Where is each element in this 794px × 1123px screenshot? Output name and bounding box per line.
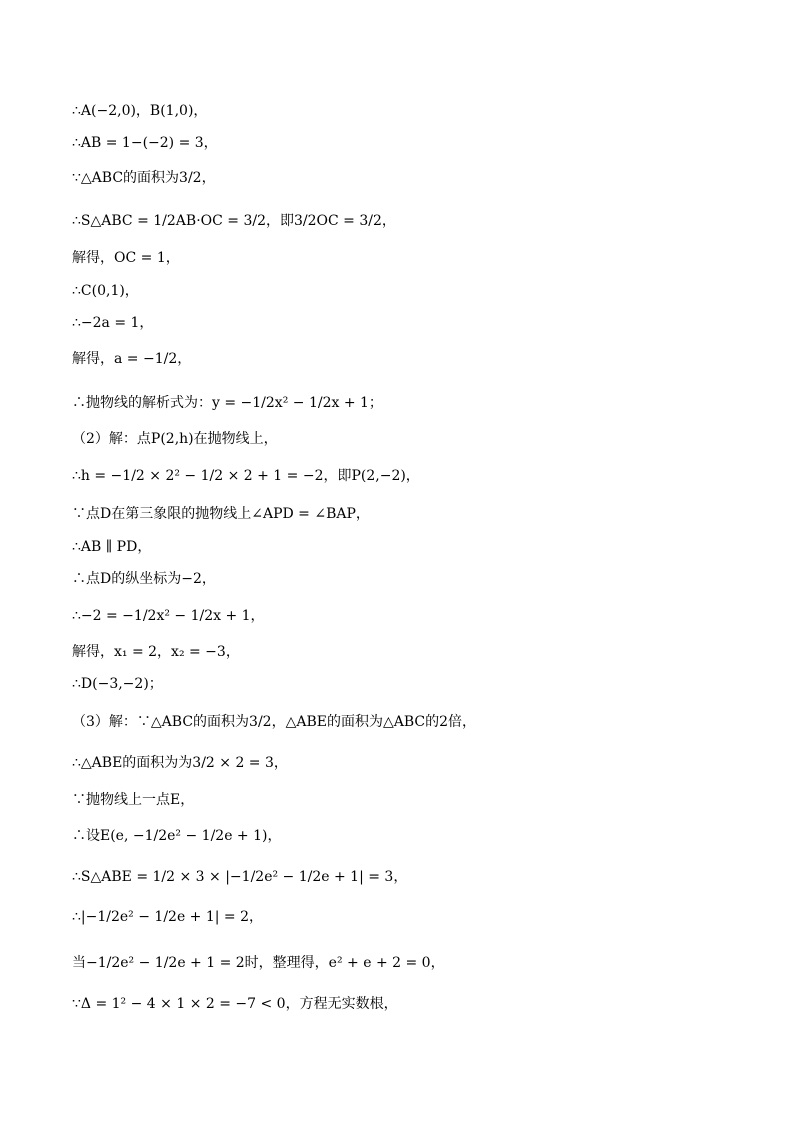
line-17: ∴D(−3,−2)； xyxy=(72,676,163,692)
line-9: ∴抛物线的解析式为：y = −1/2x² − 1/2x + 1； xyxy=(72,395,383,411)
line-10: （2）解：点P(2,h)在抛物线上， xyxy=(72,431,278,447)
line-1: ∴A(−2,0)，B(1,0)， xyxy=(72,103,208,119)
line-24: 当−1/2e² − 1/2e + 1 = 2时，整理得，e² + e + 2 = 0， xyxy=(72,955,445,971)
line-13: ∴AB ∥ PD， xyxy=(72,539,152,555)
line-20: ∵抛物线上一点E， xyxy=(72,792,195,808)
line-7: ∴−2a = 1， xyxy=(72,315,154,331)
line-19: ∴△ABE的面积为为3/2 × 2 = 3， xyxy=(72,755,288,771)
line-2: ∴AB = 1−(−2) = 3， xyxy=(72,135,218,151)
line-25: ∵Δ = 1² − 4 × 1 × 2 = −7 < 0，方程无实数根， xyxy=(72,996,398,1012)
line-18: （3）解：∵△ABC的面积为3/2，△ABE的面积为△ABC的2倍， xyxy=(72,714,477,730)
line-8: 解得，a = −1/2， xyxy=(72,351,192,367)
line-14: ∴点D的纵坐标为−2， xyxy=(72,571,216,587)
line-3: ∵△ABC的面积为3/2， xyxy=(72,170,216,186)
line-15: ∴−2 = −1/2x² − 1/2x + 1， xyxy=(72,608,265,624)
line-21: ∴设E(e, −1/2e² − 1/2e + 1)， xyxy=(72,828,282,844)
line-23: ∴|−1/2e² − 1/2e + 1| = 2， xyxy=(72,909,264,925)
line-11: ∴h = −1/2 × 2² − 1/2 × 2 + 1 = −2，即P(2,−2)， xyxy=(72,468,420,484)
line-12: ∵点D在第三象限的抛物线上∠APD = ∠BAP， xyxy=(72,506,370,522)
line-6: ∴C(0,1)， xyxy=(72,283,139,299)
line-22: ∴S△ABE = 1/2 × 3 × |−1/2e² − 1/2e + 1| = 3， xyxy=(72,869,408,885)
line-5: 解得，OC = 1， xyxy=(72,250,180,266)
line-4: ∴S△ABC = 1/2AB·OC = 3/2，即3/2OC = 3/2， xyxy=(72,213,396,229)
line-16: 解得，x₁ = 2，x₂ = −3， xyxy=(72,644,240,660)
